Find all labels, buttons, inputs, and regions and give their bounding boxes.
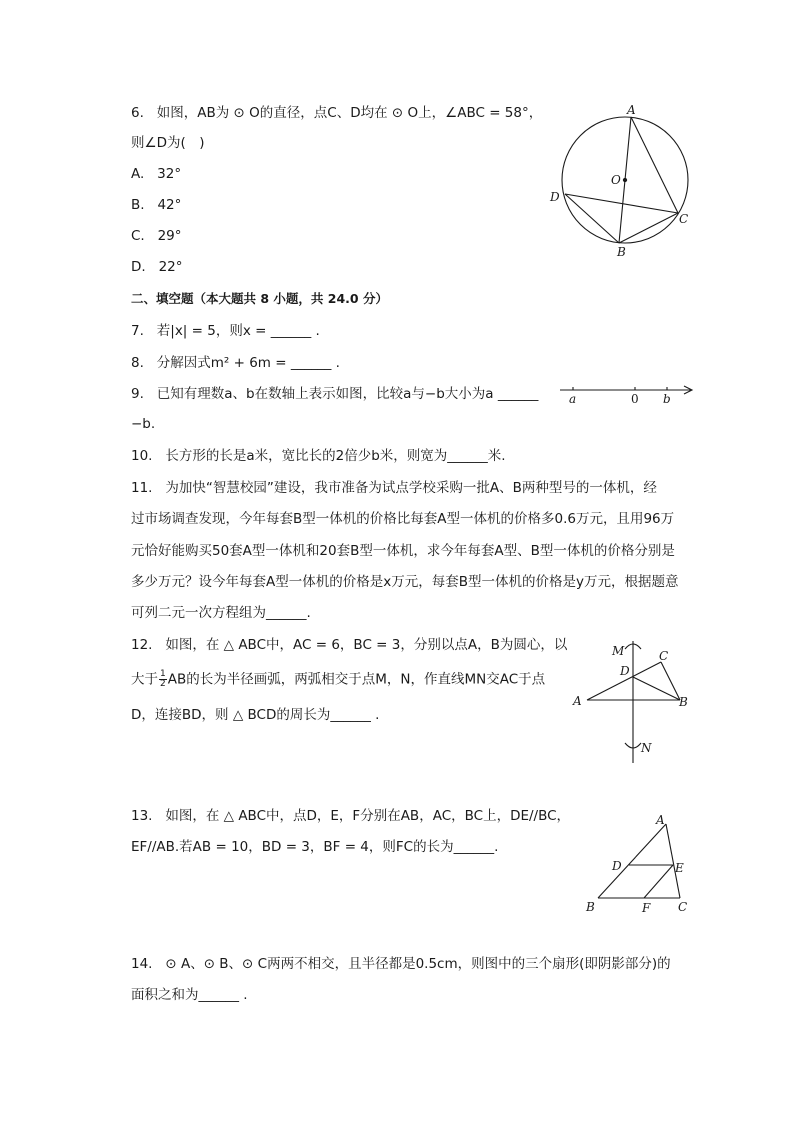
q12-text-pre: 大于 (131, 671, 158, 688)
label-e: E (675, 861, 684, 875)
q14-text: ⊙ A、⊙ B、⊙ C两两不相交，且半径都是0.5cm，则图中的三个扇形(即阴影部分)的 (165, 956, 671, 972)
q12-line2 (131, 670, 545, 689)
q6-stem-line1 (131, 104, 542, 122)
q13-text: 如图，在 △ ABC中，点D，E，F分别在AB，AC，BC上，DE//BC， (165, 808, 571, 824)
label-c: C (659, 649, 669, 663)
label-c: C (679, 212, 689, 226)
q7-text: 若|x| = 5，则x = ______ . (156, 323, 320, 339)
q6-circle-figure (540, 100, 700, 260)
q13-triangle-figure (580, 808, 695, 918)
q13-line1 (131, 807, 570, 825)
section-title: 二、填空题（本大题共 8 小题，共 24.0 分） (131, 291, 388, 306)
label-d: D (620, 664, 630, 678)
q11-line2: 过市场调查发现，今年每套B型一体机的价格比每套A型一体机的价格多0.6万元，且用96万 (131, 511, 675, 527)
q13-line2: EF//AB.若AB = 10，BD = 3，BF = 4，则FC的长为______. (131, 839, 499, 855)
label-d: D (612, 859, 622, 873)
label-m: M (612, 644, 625, 658)
q7 (131, 322, 320, 340)
fraction-numerator: 1 (160, 669, 166, 679)
label-f: F (642, 901, 651, 915)
label-a: A (573, 694, 582, 708)
segment-dc (565, 194, 678, 213)
q9-line2: −b. (131, 416, 156, 432)
q6-option-c (131, 227, 182, 245)
q9-number: 9. (131, 386, 144, 402)
label-a: A (627, 103, 636, 117)
option-label: D. (131, 259, 146, 275)
q12-text-post: AB的长为半径画弧，两弧相交于点M，N，作直线MN交AC于点 (167, 671, 546, 688)
option-label: C. (131, 228, 145, 244)
option-label: A. (131, 166, 145, 182)
label-b: B (617, 245, 626, 259)
option-value: 22° (158, 259, 183, 275)
center-dot (623, 178, 626, 181)
q10-number: 10. (131, 448, 153, 464)
fraction-half (159, 670, 167, 689)
segment-ef (644, 865, 673, 898)
option-value: 29° (157, 228, 182, 244)
q11-line3: 元恰好能购买50套A型一体机和20套B型一体机，求今年每套A型、B型一体机的价格分别是 (131, 543, 675, 559)
option-value: 42° (157, 197, 182, 213)
q6-number: 6. (131, 105, 144, 121)
q14-number: 14. (131, 956, 153, 972)
q8-text: 分解因式m² + 6m = ______ . (156, 355, 340, 371)
label-b: b (663, 392, 671, 406)
label-a: a (569, 392, 577, 406)
q6-stem-line2: 则∠D为( ) (131, 135, 205, 151)
q6-option-b (131, 196, 181, 214)
q10 (131, 447, 506, 465)
q9-text: 已知有理数a、b在数轴上表示如图，比较a与−b大小为a ______ (156, 386, 539, 402)
q12-number: 12. (131, 637, 153, 653)
option-value: 32° (157, 166, 182, 182)
q8-number: 8. (131, 355, 144, 371)
label-b: B (679, 695, 688, 709)
q12-text: 如图，在 △ ABC中，AC = 6，BC = 3，分别以点A，B为圆心，以 (165, 637, 568, 653)
q14-line1 (131, 955, 671, 973)
q12-triangle-figure (565, 635, 700, 770)
label-zero: 0 (631, 392, 639, 406)
segment-db (633, 677, 680, 700)
q8 (131, 354, 340, 372)
q12-line3: D，连接BD，则 △ BCD的周长为______ . (131, 707, 380, 723)
q7-number: 7. (131, 323, 144, 339)
segment-cb (661, 662, 680, 700)
segment-ac (631, 117, 678, 213)
q11-line1 (131, 479, 657, 497)
q11-line5: 可列二元一次方程组为______. (131, 605, 311, 621)
label-b: B (586, 900, 595, 914)
q14-line2: 面积之和为______ . (131, 987, 248, 1003)
q11-line4: 多少万元？设今年每套A型一体机的价格是x万元，每套B型一体机的价格是y万元，根据题意 (131, 574, 679, 590)
q13-number: 13. (131, 808, 153, 824)
option-label: B. (131, 197, 145, 213)
label-c: C (678, 900, 688, 914)
label-n: N (641, 741, 652, 755)
q12-line1 (131, 636, 567, 654)
q11-number: 11. (131, 480, 153, 496)
q9-number-line (555, 380, 700, 408)
label-d: D (550, 190, 560, 204)
q6-option-d (131, 258, 183, 276)
q10-text: 长方形的长是a米，宽比长的2倍少b米，则宽为______米. (165, 448, 506, 464)
q11-text: 为加快“智慧校园”建设，我市准备为试点学校采购一批A、B两种型号的一体机，经 (165, 480, 657, 496)
label-o: O (611, 173, 621, 187)
fraction-denominator: 2 (160, 679, 166, 689)
segment-ab (598, 824, 666, 898)
q6-stem: 如图，AB为 ⊙ O的直径，点C、D均在 ⊙ O上，∠ABC = 58°， (156, 105, 543, 121)
q6-option-a (131, 165, 181, 183)
label-a: A (656, 813, 665, 827)
q9-line1 (131, 385, 538, 403)
